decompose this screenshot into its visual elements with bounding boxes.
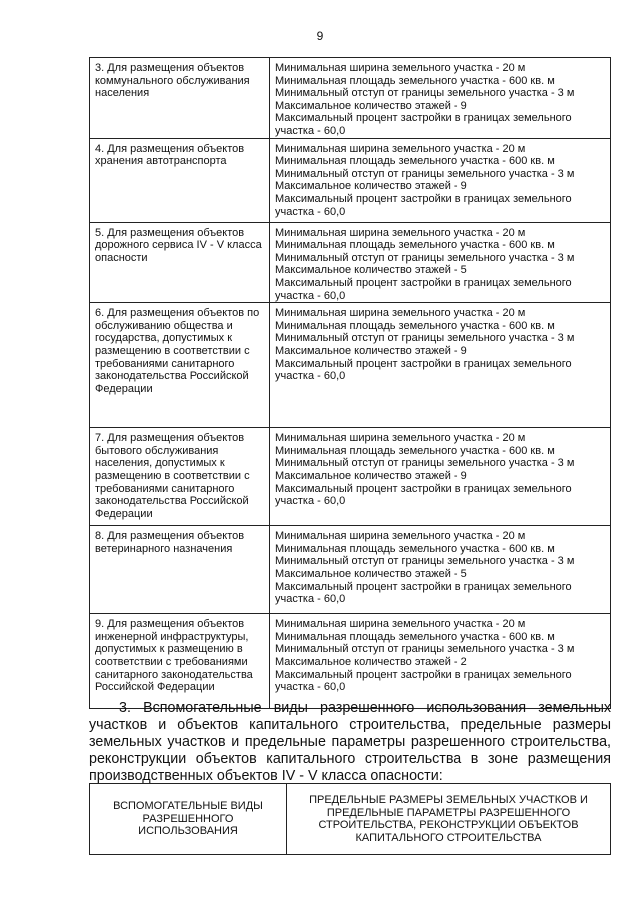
parameter-line: Максимальный процент застройки в границах земельного участка - 60,0 bbox=[275, 192, 572, 218]
section-3-paragraph: 3. Вспомогательные виды разрешенного использования земельных участков и объектов капитального строительства, предельные размеры земельных участков и предельные параметры разрешенного строительства, реконструкции объектов капитального строительства в зоне размещения производственных объектов IV - V класса опасности: bbox=[89, 700, 611, 784]
table-row bbox=[90, 303, 611, 428]
parameter-line: Минимальная площадь земельного участка - 600 кв. м bbox=[275, 630, 555, 643]
use-type-cell: 7. Для размещения объектов бытового обслуживания населения, допустимых к размещению в соответствии с требованиями санитарного законодательства Российской Федерации bbox=[90, 428, 270, 526]
parameter-line: Минимальная ширина земельного участка - 20 м bbox=[275, 432, 526, 445]
table-row bbox=[90, 222, 611, 303]
header-limit-parameters: ПРЕДЕЛЬНЫЕ РАЗМЕРЫ ЗЕМЕЛЬНЫХ УЧАСТКОВ И ПРЕДЕЛЬНЫЕ ПАРАМЕТРЫ РАЗРЕШЕННОГО СТРОИТЕЛЬСТВА, РЕКОНСТРУКЦИИ ОБЪЕКТОВ КАПИТАЛЬНОГО СТРОИТЕЛЬСТВА bbox=[287, 784, 611, 855]
parameter-line: Минимальная площадь земельного участка - 600 кв. м bbox=[275, 542, 555, 555]
parameters-cell bbox=[270, 303, 611, 428]
parameter-line: Минимальная ширина земельного участка - 20 м bbox=[275, 618, 526, 631]
parameters-cell bbox=[270, 58, 611, 139]
table-row bbox=[90, 138, 611, 222]
parameters-cell bbox=[270, 428, 611, 526]
parameter-line: Минимальный отступ от границы земельного участка - 3 м bbox=[275, 251, 575, 264]
table-header-row bbox=[90, 784, 611, 855]
parameter-line: Минимальный отступ от границы земельного участка - 3 м bbox=[275, 457, 575, 470]
parameter-line: Максимальное количество этажей - 9 bbox=[275, 344, 467, 357]
use-type-cell: 6. Для размещения объектов по обслуживанию общества и государства, допустимых к размещению в соответствии с требованиями санитарного законодательства Российской Федерации bbox=[90, 303, 270, 428]
parameter-line: Минимальная площадь земельного участка - 600 кв. м bbox=[275, 319, 555, 332]
use-type-cell: 4. Для размещения объектов хранения автотранспорта bbox=[90, 138, 270, 222]
table-row bbox=[90, 428, 611, 526]
use-type-cell: 5. Для размещения объектов дорожного сервиса IV - V класса опасности bbox=[90, 222, 270, 303]
parameter-line: Минимальный отступ от границы земельного участка - 3 м bbox=[275, 332, 575, 345]
use-type-cell: 3. Для размещения объектов коммунального обслуживания населения bbox=[90, 58, 270, 139]
table-row bbox=[90, 526, 611, 614]
parameter-line: Минимальная площадь земельного участка - 600 кв. м bbox=[275, 239, 555, 252]
parameter-line: Минимальный отступ от границы земельного участка - 3 м bbox=[275, 555, 575, 568]
parameter-line: Максимальный процент застройки в границах земельного участка - 60,0 bbox=[275, 482, 572, 508]
table-row bbox=[90, 58, 611, 139]
page-number: 9 bbox=[316, 29, 324, 43]
parameter-line: Минимальный отступ от границы земельного участка - 3 м bbox=[275, 167, 575, 180]
parameter-line: Минимальная ширина земельного участка - 20 м bbox=[275, 307, 526, 320]
parameter-line: Максимальный процент застройки в границах земельного участка - 60,0 bbox=[275, 580, 572, 606]
parameter-line: Минимальная ширина земельного участка - 20 м bbox=[275, 142, 526, 155]
parameter-line: Максимальное количество этажей - 9 bbox=[275, 180, 467, 193]
parameters-cell bbox=[270, 614, 611, 709]
parameter-line: Минимальный отступ от границы земельного участка - 3 м bbox=[275, 643, 575, 656]
parameter-line: Минимальная площадь земельного участка - 600 кв. м bbox=[275, 444, 555, 457]
parameter-line: Минимальная площадь земельного участка - 600 кв. м bbox=[275, 74, 555, 87]
table-row bbox=[90, 614, 611, 709]
parameter-line: Максимальное количество этажей - 2 bbox=[275, 655, 467, 668]
parameter-line: Максимальный процент застройки в границах земельного участка - 60,0 bbox=[275, 276, 572, 302]
parameter-line: Максимальное количество этажей - 9 bbox=[275, 99, 467, 112]
parameters-cell bbox=[270, 526, 611, 614]
parameters-cell bbox=[270, 138, 611, 222]
parameters-cell bbox=[270, 222, 611, 303]
parameter-line: Максимальный процент застройки в границах земельного участка - 60,0 bbox=[275, 668, 572, 694]
use-type-cell: 8. Для размещения объектов ветеринарного назначения bbox=[90, 526, 270, 614]
permitted-use-table bbox=[89, 57, 611, 709]
use-type-cell: 9. Для размещения объектов инженерной инфраструктуры, допустимых к размещению в соответствии с требованиями санитарного законодательства Российской Федерации bbox=[90, 614, 270, 709]
parameter-line: Максимальное количество этажей - 5 bbox=[275, 567, 467, 580]
parameter-line: Минимальный отступ от границы земельного участка - 3 м bbox=[275, 87, 575, 100]
parameter-line: Максимальный процент застройки в границах земельного участка - 60,0 bbox=[275, 112, 572, 137]
parameter-line: Максимальный процент застройки в границах земельного участка - 60,0 bbox=[275, 357, 572, 383]
auxiliary-use-table-header bbox=[89, 783, 611, 855]
parameter-line: Минимальная ширина земельного участка - 20 м bbox=[275, 226, 526, 239]
parameter-line: Минимальная площадь земельного участка - 600 кв. м bbox=[275, 155, 555, 168]
permitted-use-table-body bbox=[90, 58, 611, 709]
parameter-line: Минимальная ширина земельного участка - 20 м bbox=[275, 62, 526, 74]
parameter-line: Минимальная ширина земельного участка - 20 м bbox=[275, 530, 526, 543]
header-auxiliary-uses: ВСПОМОГАТЕЛЬНЫЕ ВИДЫ РАЗРЕШЕННОГО ИСПОЛЬЗОВАНИЯ bbox=[90, 784, 287, 855]
parameter-line: Максимальное количество этажей - 9 bbox=[275, 469, 467, 482]
parameter-line: Максимальное количество этажей - 5 bbox=[275, 264, 467, 277]
